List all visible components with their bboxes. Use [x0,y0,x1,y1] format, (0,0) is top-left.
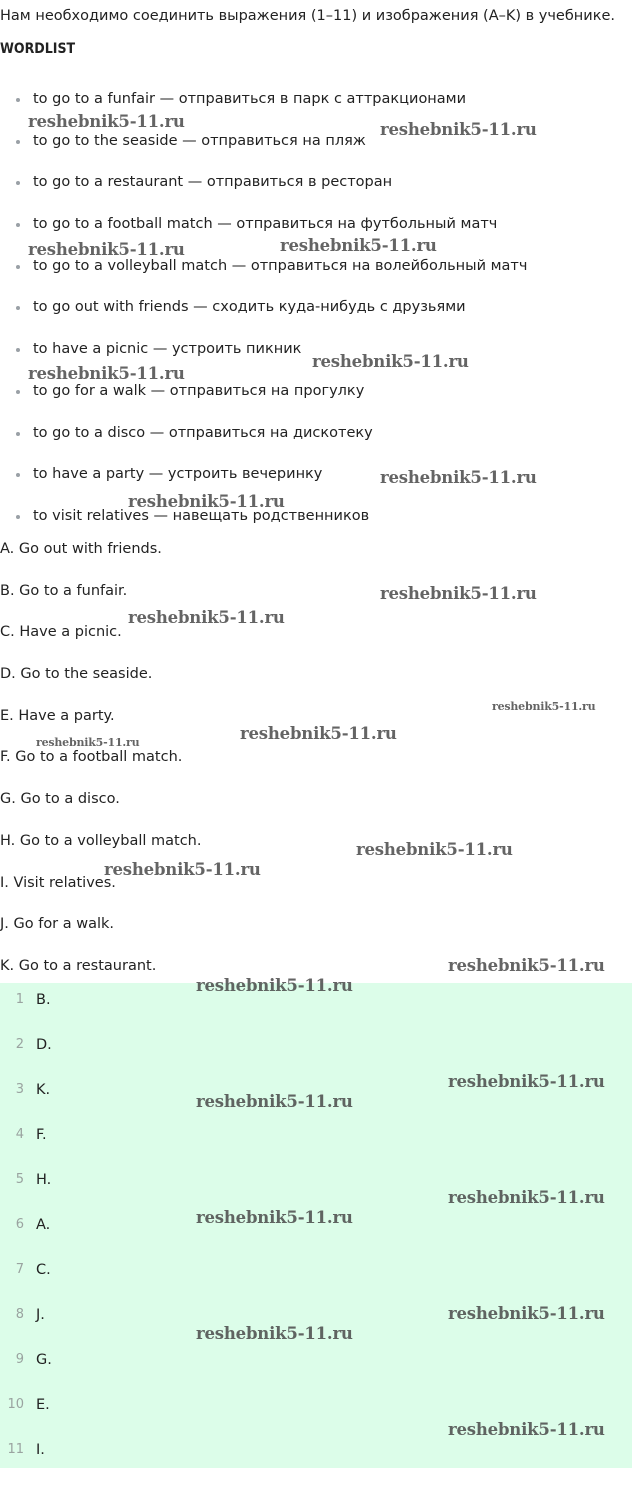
option-c: C. Have a picnic. [0,624,122,641]
watermark: reshebnik5-11.ru [196,976,353,995]
answer-value: E. [36,1397,50,1413]
bullet-icon [16,390,20,394]
list-item [0,256,632,298]
bullet-icon [16,265,20,269]
wordlist-text: to go to a funfair — отправиться в парк с аттракционами [33,91,467,107]
watermark: reshebnik5-11.ru [28,364,185,383]
picture-options [0,539,632,998]
bullet-icon [16,181,20,185]
watermark: reshebnik5-11.ru [356,840,513,859]
bullet-icon [16,306,20,310]
bullet-icon [16,98,20,102]
list-item [0,297,632,339]
option-d: D. Go to the seaside. [0,666,153,683]
list-item [0,423,632,465]
bullet-icon [16,515,20,519]
watermark: reshebnik5-11.ru [28,112,185,131]
watermark: reshebnik5-11.ru [128,608,285,627]
answer-value: K. [36,1082,51,1098]
wordlist-text: to go to a football match — отправиться на футбольный матч [33,216,498,233]
option-h: H. Go to a volleyball match. [0,832,202,849]
answer-number: 7 [15,1262,24,1277]
bullet-icon [16,473,20,477]
bullet-icon [16,432,20,436]
list-item [0,172,632,214]
wordlist-text: to go to the seaside — отправиться на пляж [33,132,366,149]
answer-number: 9 [15,1352,24,1367]
option-k: K. Go to a restaurant. [0,957,157,974]
watermark: reshebnik5-11.ru [36,736,140,749]
answer-value: A. [36,1217,51,1233]
answer-value: F. [36,1127,47,1143]
answer-value: J. [36,1307,45,1323]
intro-text: Нам необходимо соединить выражения (1–11) и изображения (A–K) в учебнике. [0,8,615,24]
answer-number: 2 [15,1037,24,1052]
watermark: reshebnik5-11.ru [380,468,537,487]
list-item [0,381,632,423]
option-j: J. Go for a walk. [0,916,115,933]
option-i: I. Visit relatives. [0,874,116,891]
option-a: A. Go out with friends. [0,541,162,557]
watermark: reshebnik5-11.ru [128,492,285,511]
watermark: reshebnik5-11.ru [280,236,437,255]
watermark: reshebnik5-11.ru [196,1208,353,1227]
wordlist-heading: WORDLIST [0,41,76,57]
answer-number: 8 [15,1307,24,1322]
option-b: B. Go to a funfair. [0,582,128,599]
wordlist-text: to go to a restaurant — отправиться в ресторан [33,174,393,191]
watermark: reshebnik5-11.ru [240,724,397,743]
watermark: reshebnik5-11.ru [448,1188,605,1207]
watermark: reshebnik5-11.ru [28,240,185,259]
answer-value: C. [36,1262,51,1278]
list-item [0,131,632,173]
watermark: reshebnik5-11.ru [312,352,469,371]
wordlist-text: to go out with friends — сходить куда-нибудь с друзьями [33,299,466,316]
answer-number: 6 [15,1217,24,1232]
answer-number: 10 [7,1397,24,1412]
answer-value: I. [36,1442,45,1458]
wordlist-text: to visit relatives — навещать родственников [33,507,370,524]
watermark: reshebnik5-11.ru [380,120,537,139]
answer-number: 5 [15,1172,24,1187]
option-f: F. Go to a football match. [0,749,183,766]
watermark: reshebnik5-11.ru [196,1324,353,1343]
watermark: reshebnik5-11.ru [448,1420,605,1439]
watermark: reshebnik5-11.ru [448,1072,605,1091]
watermark: reshebnik5-11.ru [448,1304,605,1323]
list-item [0,464,632,506]
answer-number: 3 [15,1082,24,1097]
bullet-icon [16,348,20,352]
answer-value: H. [36,1172,52,1188]
option-g: G. Go to a disco. [0,791,120,808]
wordlist-text: to have a picnic — устроить пикник [33,341,302,358]
watermark: reshebnik5-11.ru [104,860,261,879]
wordlist-text: to go for a walk — отправиться на прогулку [33,382,365,399]
wordlist [0,89,632,548]
option-e: E. Have a party. [0,707,115,724]
answer-number: 4 [15,1127,24,1142]
wordlist-text: to go to a disco — отправиться на дискотеку [33,424,373,441]
watermark: reshebnik5-11.ru [492,700,596,713]
answer-number: 1 [15,992,24,1007]
wordlist-text: to go to a volleyball match — отправиться на волейбольный матч [33,257,528,274]
wordlist-text: to have a party — устроить вечеринку [33,466,323,483]
answer-value: G. [36,1352,52,1368]
watermark: reshebnik5-11.ru [196,1092,353,1111]
watermark: reshebnik5-11.ru [448,956,605,975]
answer-value: D. [36,1037,52,1053]
answer-value: B. [36,992,51,1008]
bullet-icon [16,140,20,144]
bullet-icon [16,223,20,227]
watermark: reshebnik5-11.ru [380,584,537,603]
answer-number: 11 [7,1442,24,1457]
